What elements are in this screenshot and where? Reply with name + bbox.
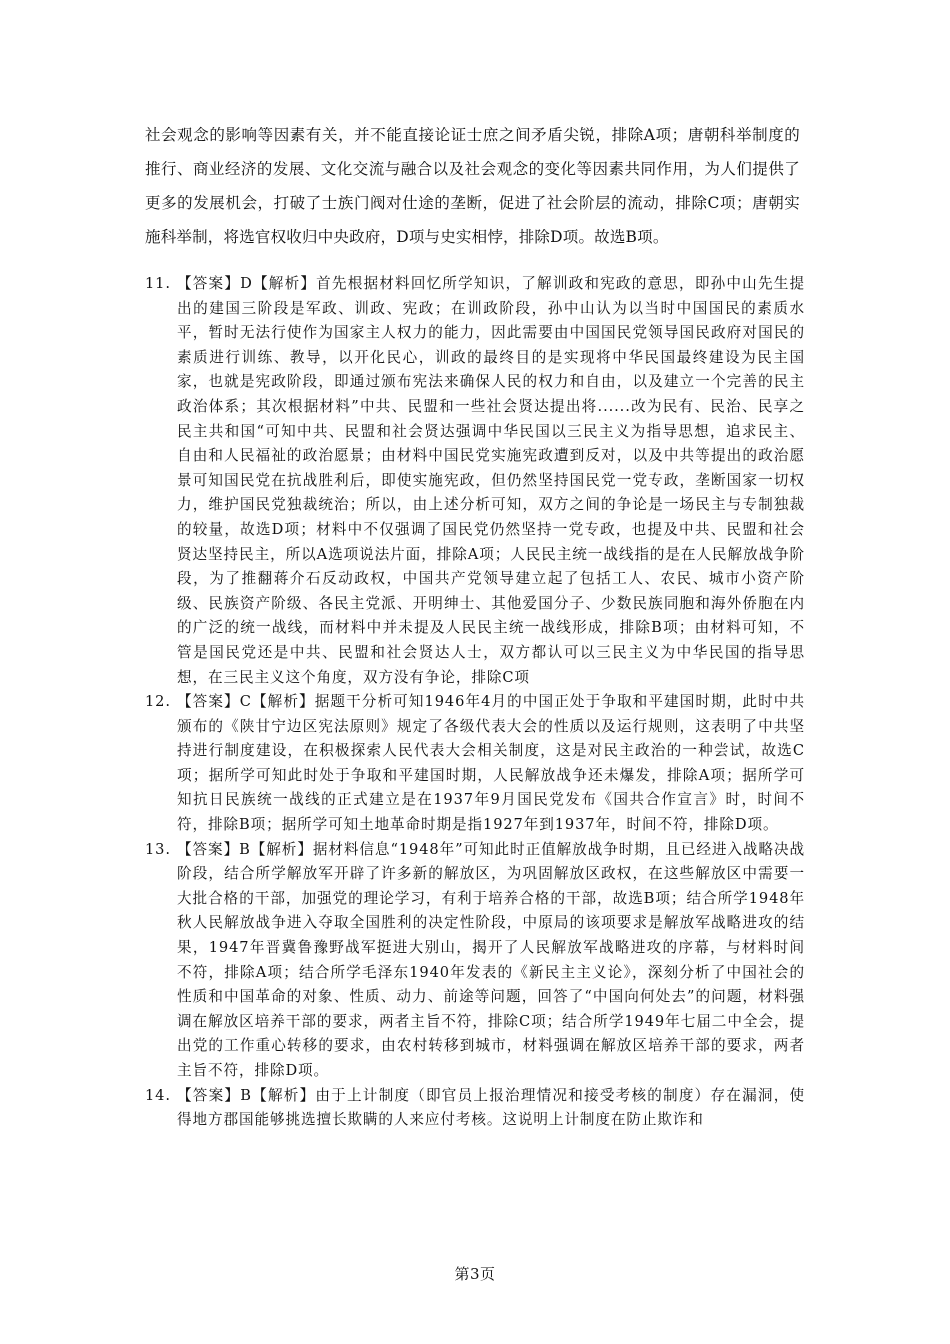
item-body <box>177 1084 805 1133</box>
page-number: 第3页 <box>454 1265 496 1283</box>
answer-letter: C <box>239 693 252 711</box>
analysis-text: 据材料信息“1948年”可知此时正值解放战争时期，且已经进入战略决战阶段，结合所学解放军开辟了许多新的解放区，为巩固解放区政权，在这些解放区中需要一大批合格的干部，加强党的理论学习，有利于培养合格的干部，故选B项；结合所学1948年秋人民解放战争进入夺取全国胜利的决定性阶段，中原局的该项要求是解放军战略进攻的结果，1947年晋冀鲁豫野战军挺进大别山，揭开了人民解放军战略进攻的序幕，与材料时间不符，排除A项；结合所学毛泽东1940年发表的《新民主主义论》，深刻分析了中国社会的性质和中国革命的对象、性质、动力、前途等问题，回答了“中国向何处去”的问题，材料强调在解放区培养干部的要求，两者主旨不符，排除C项；结合所学1949年七届二中全会，提出党的工作重心转移的要求，由农村转移到城市，材料强调在解放区培养干部的要求，两者主旨不符，排除D项。 <box>177 840 805 1079</box>
answer-label: 【答案】 <box>177 693 240 711</box>
item-body <box>177 690 805 838</box>
answer-letter: B <box>240 1086 252 1104</box>
item-number: 14. <box>145 1086 171 1104</box>
answer-item-14 <box>145 1084 805 1133</box>
analysis-label: 【解析】 <box>251 1086 316 1104</box>
continuation-paragraph <box>145 118 800 254</box>
answer-item-12 <box>145 690 805 838</box>
continuation-text: 社会观念的影响等因素有关，并不能直接论证士庶之间矛盾尖锐，排除A项；唐朝科举制度的推行、商业经济的发展、文化交流与融合以及社会观念的变化等因素共同作用，为人们提供了更多的发展机会，打破了士族门阀对仕途的垄断，促进了社会阶层的流动，排除C项；唐朝实施科举制，将选官权收归中央政府，D项与史实相悖，排除D项。故选B项。 <box>145 126 800 246</box>
answer-item-13 <box>145 838 805 1084</box>
answer-letter: B <box>239 840 251 858</box>
answer-label: 【答案】 <box>177 1086 241 1104</box>
item-number: 12. <box>145 693 171 711</box>
answer-list <box>145 272 805 1133</box>
analysis-label: 【解析】 <box>250 840 313 858</box>
answer-label: 【答案】 <box>177 840 240 858</box>
answer-item-11 <box>145 272 805 690</box>
item-body <box>177 838 805 1084</box>
item-body <box>177 272 805 690</box>
answer-label: 【答案】 <box>177 275 241 292</box>
item-number: 11. <box>145 275 171 292</box>
answer-letter: D <box>240 275 253 292</box>
item-number: 13. <box>145 840 171 858</box>
analysis-text: 首先根据材料回忆所学知识，了解训政和宪政的意思，即孙中山先生提出的建国三阶段是军政、训政、宪政；在训政阶段，孙中山认为以当时中国国民的素质水平，暂时无法行使作为国家主人权力的能力，因此需要由中国国民党领导国民政府对国民的素质进行训练、教导，以开化民心，训政的最终目的是实现将中华民国最终建设为民主国家，也就是宪政阶段，即通过颁布宪法来确保人民的权力和自由，以及建立一个完善的民主政治体系；其次根据材料”中共、民盟和一些社会贤达提出将......改为民有、民治、民享之民主共和国“可知中共、民盟和社会贤达强调中华民国以三民主义为指导思想，追求民主、自由和人民福祉的政治愿景；由材料中国民党实施宪政遭到反对，以及中共等提出的政治愿景可知国民党在抗战胜利后，即使实施宪政，但仍然坚持国民党一党专政，垄断国家一切权力，维护国民党独裁统治；所以，由上述分析可知，双方之间的争论是一场民主与专制独裁的较量，故选D项；材料中不仅强调了国民党仍然坚持一党专政，也提及中共、民盟和社会贤达坚持民主，所以A选项说法片面，排除A项；人民民主统一战线指的是在人民解放战争阶段，为了推翻蒋介石反动政权，中国共产党领导建立起了包括工人、农民、城市小资产阶级、民族资产阶级、各民主党派、开明绅士、其他爱国分子、少数民族同胞和海外侨胞在内的广泛的统一战线，而材料中并未提及人民民主统一战线形成，排除B项；由材料可知，不管是国民党还是中共、民盟和社会贤达人士，双方都认可以三民主义为中华民国的指导思想，在三民主义这个角度，双方没有争论，排除C项 <box>177 275 805 686</box>
analysis-text: 据题干分析可知1946年4月的中国正处于争取和平建国时期，此时中共颁布的《陕甘宁边区宪法原则》规定了各级代表大会的性质以及运行规则，这表明了中共坚持进行制度建设，在积极探索人民代表大会相关制度，这是对民主政治的一种尝试，故选C项；据所学可知此时处于争取和平建国时期，人民解放战争还未爆发，排除A项；据所学可知抗日民族统一战线的正式建立是在1937年9月国民党发布《国共合作宣言》时，时间不符，排除B项；据所学可知土地革命时期是指1927年到1937年，时间不符，排除D项。 <box>177 693 805 834</box>
analysis-label: 【解析】 <box>251 693 315 711</box>
analysis-label: 【解析】 <box>252 275 317 292</box>
analysis-text: 由于上计制度（即官员上报治理情况和接受考核的制度）存在漏洞，使得地方郡国能够挑选擅长欺瞒的人来应付考核。这说明上计制度在防止欺诈和 <box>177 1086 805 1129</box>
